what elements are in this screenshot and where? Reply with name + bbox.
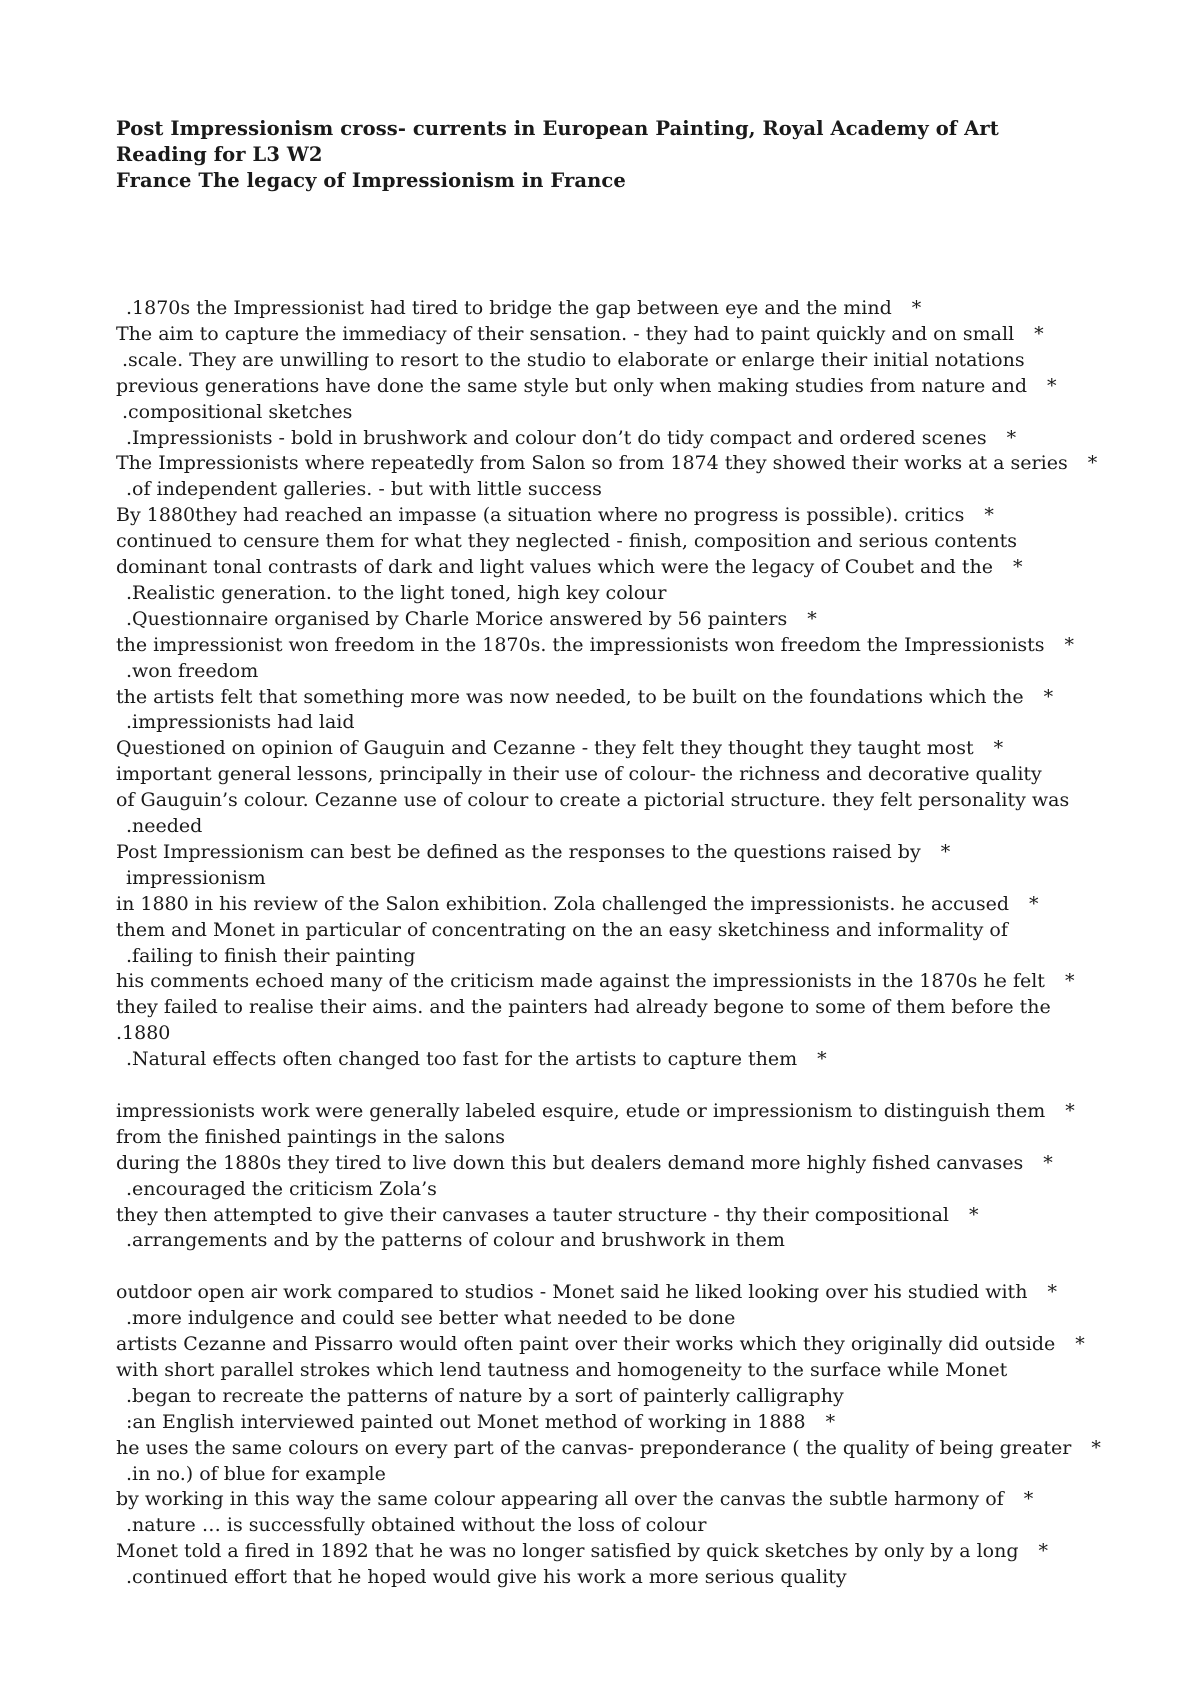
heading-line-title: Post Impressionism cross- currents in European Painting, Royal Academy of Art [116,117,999,140]
text-line: his comments echoed many of the criticism made against the impressionists in the 1870s he felt [116,970,1045,992]
text-line: .began to recreate the patterns of nature by a sort of painterly calligraphy [126,1385,844,1407]
text-line: .impressionists had laid [126,711,355,733]
text-line: continued to censure them for what they neglected - finish, composition and serious contents [116,530,1018,552]
text-line: .more indulgence and could see better what needed to be done [126,1307,736,1329]
bullet-asterisk: * [1075,1333,1085,1355]
text-line: Monet told a fired in 1892 that he was no longer satisfied by quick sketches by only by a long [116,1540,1019,1562]
document-heading [116,116,1116,194]
bullet-asterisk: * [1034,323,1044,345]
bullet-asterisk: * [911,297,922,319]
text-line: .arrangements and by the patterns of colour and brushwork in them [126,1229,785,1251]
heading-line-reading: Reading for L3 W2 [116,143,323,166]
text-line: of Gauguin’s colour. Cezanne use of colour to create a pictorial structure. they felt personality was [116,789,1070,811]
bullet-asterisk: * [817,1048,827,1070]
bullet-asterisk: * [825,1411,836,1433]
text-line: .Questionnaire organised by Charle Morice answered by 56 painters [126,608,788,630]
text-line: the artists felt that something more was now needed, to be built on the foundations which the [116,686,1024,708]
text-line: .scale. They are unwilling to resort to the studio to elaborate or enlarge their initial notations [122,349,1025,371]
text-line: .1870s the Impressionist had tired to bridge the gap between eye and the mind [126,297,892,319]
text-line: outdoor open air work compared to studios - Monet said he liked looking over his studied with [116,1281,1028,1303]
text-line: .Impressionists - bold in brushwork and colour don’t do tidy compact and ordered scenes [126,427,987,449]
text-line: important general lessons, principally in their use of colour- the richness and decorative quality [116,763,1042,785]
bullet-asterisk: * [1087,452,1098,474]
text-line: .Natural effects often changed too fast for the artists to capture them [126,1048,798,1070]
text-line: previous generations have done the same style but only when making studies from nature and [116,375,1027,397]
text-line: they then attempted to give their canvases a tauter structure - thy their compositional [116,1204,950,1226]
bullet-asterisk: * [807,608,817,630]
text-line: he uses the same colours on every part of the canvas- preponderance ( the quality of being greater [116,1437,1072,1459]
text-line: in 1880 in his review of the Salon exhibition. Zola challenged the impressionists. he accused [116,893,1010,915]
text-line: :an English interviewed painted out Monet method of working in 1888 [126,1411,806,1433]
bullet-asterisk: * [1043,686,1054,708]
text-line: them and Monet in particular of concentrating on the an easy sketchiness and informality of [116,919,1008,941]
text-line: impressionists work were generally labeled esquire, etude or impressionism to distinguish them [116,1100,1046,1122]
bullet-asterisk: * [1029,893,1039,915]
text-line: artists Cezanne and Pissarro would often paint over their works which they originally did outside [116,1333,1056,1355]
text-line: dominant tonal contrasts of dark and light values which were the legacy of Coubet and the [116,556,993,578]
bullet-asterisk: * [1043,1152,1053,1174]
bullet-asterisk: * [1091,1437,1101,1459]
heading-line-section: France The legacy of Impressionism in France [116,169,626,192]
bullet-asterisk: * [1064,970,1075,992]
text-line: .nature … is successfully obtained without the loss of colour [126,1514,707,1536]
text-line: Questioned on opinion of Gauguin and Cezanne - they felt they thought they taught most [116,737,974,759]
text-line: By 1880they had reached an impasse (a situation where no progress is possible). critics [116,504,965,526]
text-line: .needed [126,815,203,837]
text-line: .encouraged the criticism Zola’s [126,1178,437,1200]
text-line: the impressionist won freedom in the 1870s. the impressionists won freedom the Impressionists [116,634,1045,656]
text-line: during the 1880s they tired to live down this but dealers demand more highly fished canvases [116,1152,1024,1174]
text-line: impressionism [126,867,266,889]
text-line: with short parallel strokes which lend tautness and homogeneity to the surface while Monet [116,1359,1008,1381]
text-line: .in no.) of blue for example [126,1463,386,1485]
bullet-asterisk: * [969,1204,979,1226]
bullet-asterisk: * [1047,1281,1057,1303]
text-line: .Realistic generation. to the light toned, high key colour [126,582,667,604]
bullet-asterisk: * [1006,427,1017,449]
text-line: by working in this way the same colour appearing all over the canvas the subtle harmony of [116,1488,1004,1510]
bullet-asterisk: * [1012,556,1023,578]
text-line: .failing to finish their painting [126,945,416,967]
text-line: .won freedom [126,660,259,682]
bullet-asterisk: * [1023,1488,1034,1510]
text-line: they failed to realise their aims. and the painters had already begone to some of them before the [116,996,1051,1018]
bullet-asterisk: * [1065,1100,1075,1122]
text-line: The aim to capture the immediacy of their sensation. - they had to paint quickly and on small [116,323,1015,345]
text-line: from the finished paintings in the salons [116,1126,505,1148]
bullet-asterisk: * [1064,634,1075,656]
bullet-asterisk: * [1047,375,1057,397]
bullet-asterisk: * [940,841,951,863]
text-line: Post Impressionism can best be defined as the responses to the questions raised by [116,841,921,863]
text-line: .compositional sketches [122,401,353,423]
text-line: .of independent galleries. - but with little success [126,478,602,500]
text-line: .continued effort that he hoped would give his work a more serious quality [126,1566,847,1588]
bullet-asterisk: * [1038,1540,1048,1562]
text-line: The Impressionists where repeatedly from Salon so from 1874 they showed their works at a series [116,452,1068,474]
bullet-asterisk: * [984,504,994,526]
text-line: .1880 [116,1022,171,1044]
bullet-asterisk: * [993,737,1004,759]
